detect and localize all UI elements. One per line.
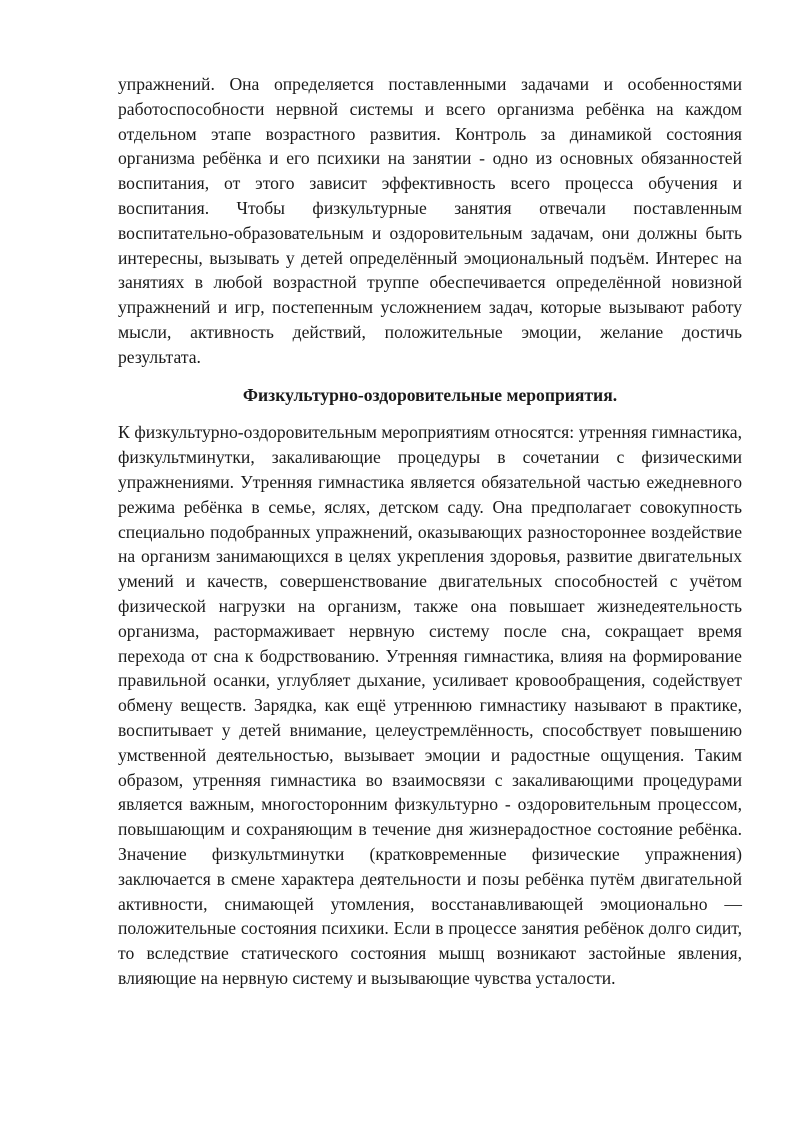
section-heading: Физкультурно-оздоровительные мероприятия.: [242, 384, 618, 405]
paragraph-intro: упражнений. Она определяется поставленными задачами и особенностями работоспособности нервной системы и всего организма ребёнка на каждом отдельном этапе возрастного развития. Контроль за динамикой состояния организма ребёнка и его психики на занятии - одно из основных обязанностей воспитания, от этого зависит эффективность всего процесса обучения и воспитания. Чтобы физкультурные занятия отвечали поставленным воспитательно-образовательным и оздоровительным задачам, они должны быть интересны, вызывать у детей определённый эмоциональный подъём. Интерес на занятиях в любой возрастной труппе обеспечивается определённой новизной упражнений и игр, постепенным усложнением задач, которые вызывают работу мысли, активность действий, положительные эмоции, желание достичь результата.: [118, 74, 742, 367]
document-page: [118, 72, 742, 991]
paragraph-main: К физкультурно-оздоровительным мероприятиям относятся: утренняя гимнастика, физкультминутки, закаливающие процедуры в сочетании с физическими упражнениями. Утренняя гимнастика является обязательной частью ежедневного режима ребёнка в семье, яслях, детском саду. Она предполагает совокупность специально подобранных упражнений, оказывающих разностороннее воздействие на организм занимающихся в целях укрепления здоровья, развитие двигательных умений и качеств, совершенствование двигательных способностей с учётом физической нагрузки на организм, также она повышает жизнедеятельность организма, растормаживает нервную систему после сна, сокращает время перехода от сна к бодрствованию. Утренняя гимнастика, влияя на формирование правильной осанки, углубляет дыхание, усиливает кровообращения, содействует обмену веществ. Зарядка, как ещё утреннюю гимнастику называют в практике, воспитывает у детей внимание, целеустремлённость, способствует повышению умственной деятельностью, вызывает эмоции и радостные ощущения. Таким образом, утренняя гимнастика во взаимосвязи с закаливающими процедурами является важным, многосторонним физкультурно - оздоровительным процессом, повышающим и сохраняющим в течение дня жизнерадостное состояние ребёнка. Значение физкультминутки (кратковременные физические упражнения) заключается в смене характера деятельности и позы ребёнка путём двигательной активности, снимающей утомления, восстанавливающей эмоционально — положительные состояния психики. Если в процессе занятия ребёнок долго сидит, то вследствие статического состояния мышц возникают застойные явления, влияющие на нервную систему и вызывающие чувства усталости.: [118, 422, 742, 988]
